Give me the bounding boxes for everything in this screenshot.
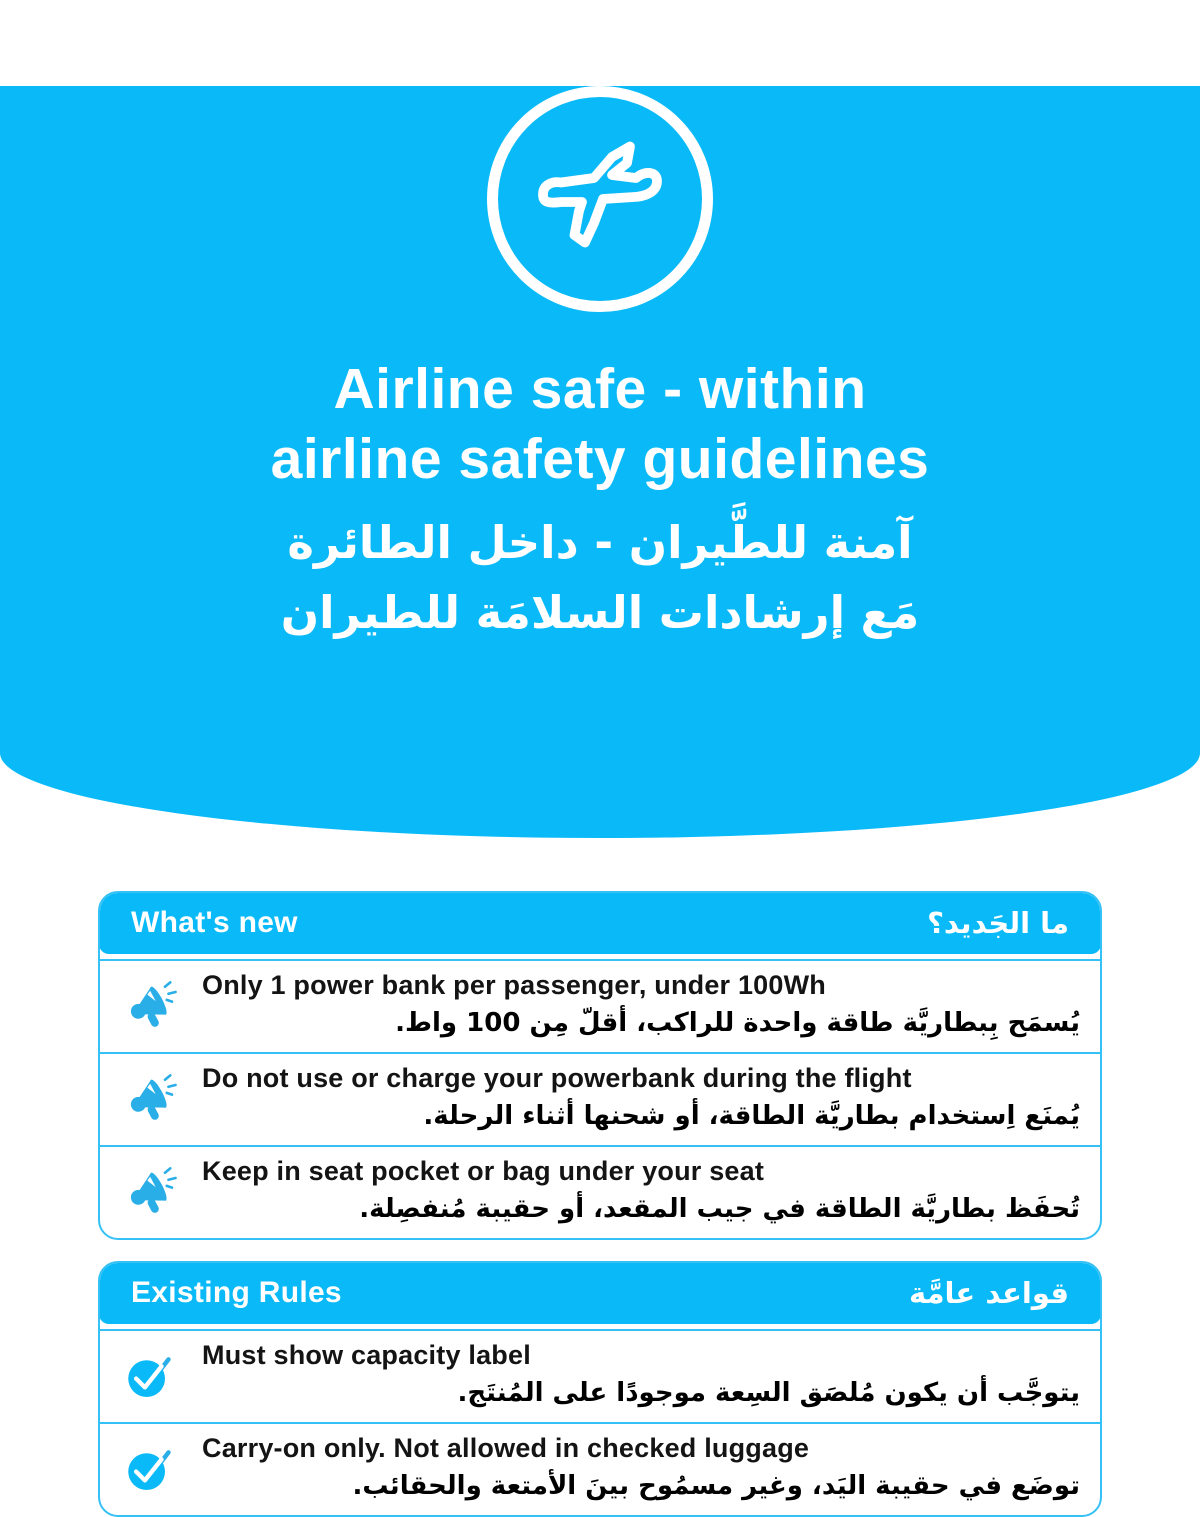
whats-new-header — [99, 892, 1101, 954]
airplane-badge — [487, 86, 713, 312]
page-title-line1: Airline safe - within — [333, 357, 867, 421]
list-item-text — [202, 1340, 1080, 1411]
megaphone-icon — [122, 1164, 180, 1220]
airplane-icon — [525, 124, 675, 274]
rule-text-en: Only 1 power bank per passenger, under 100Wh — [202, 970, 826, 1000]
rule-text-ar: يتوجَّب أن يكون مُلصَق السِعة موجودًا على المُنتَج. — [457, 1378, 1080, 1408]
rule-text-en: Carry-on only. Not allowed in checked luggage — [202, 1433, 810, 1464]
rule-text-ar: تُحفَظ بطاريَّة الطاقة في جيب المقعد، أو حقيبة مُنفصِلة. — [359, 1194, 1080, 1225]
list-item — [100, 1422, 1100, 1515]
list-item-text — [202, 1156, 1080, 1227]
page-title-arabic — [0, 508, 1200, 648]
existing-rules-title-arabic: قواعد عامَّة — [908, 1276, 1069, 1310]
check-icon — [122, 1441, 180, 1497]
megaphone-icon — [122, 1071, 180, 1127]
existing-rules-header — [99, 1262, 1101, 1324]
page-title-arabic-line1: آمنة للطَّيران - داخل الطائرة — [287, 516, 913, 570]
page-title-line2: airline safety guidelines — [270, 427, 930, 492]
whats-new-title-arabic: ما الجَديد؟ — [927, 906, 1069, 940]
whats-new-title: What's new — [131, 906, 298, 939]
check-icon — [122, 1348, 180, 1404]
existing-rules-title: Existing Rules — [131, 1276, 342, 1309]
list-item-text — [202, 1433, 1080, 1504]
rule-text-ar: توضَع في حقيبة اليَد، وغير مسمُوح بينَ الأمتعة والحقائب. — [352, 1471, 1080, 1502]
page-title-arabic-line2: مَع إرشادات السلامَة للطيران — [280, 585, 920, 639]
list-item — [100, 1052, 1100, 1145]
page-title — [0, 354, 1200, 494]
rule-text-ar: يُمنَع اِستخدام بطاريَّة الطاقة، أو شحنها أثناء الرحلة. — [423, 1101, 1080, 1132]
rule-text-en: Keep in seat pocket or bag under your seat — [202, 1156, 765, 1187]
existing-rules-card — [98, 1261, 1102, 1517]
list-item — [100, 959, 1100, 1052]
rule-text-ar: يُسمَح بِبطاريَّة طاقة واحدة للراكب، أقلّ مِن 100 واط. — [395, 1008, 1080, 1038]
rule-text-en: Do not use or charge your powerbank during the flight — [202, 1063, 912, 1094]
rule-text-en: Must show capacity label — [202, 1340, 531, 1370]
megaphone-icon — [122, 978, 180, 1034]
list-item-text — [202, 970, 1080, 1041]
list-item — [100, 1329, 1100, 1422]
hero-banner — [0, 86, 1200, 838]
list-item — [100, 1145, 1100, 1238]
list-item-text — [202, 1063, 1080, 1134]
whats-new-card — [98, 891, 1102, 1240]
